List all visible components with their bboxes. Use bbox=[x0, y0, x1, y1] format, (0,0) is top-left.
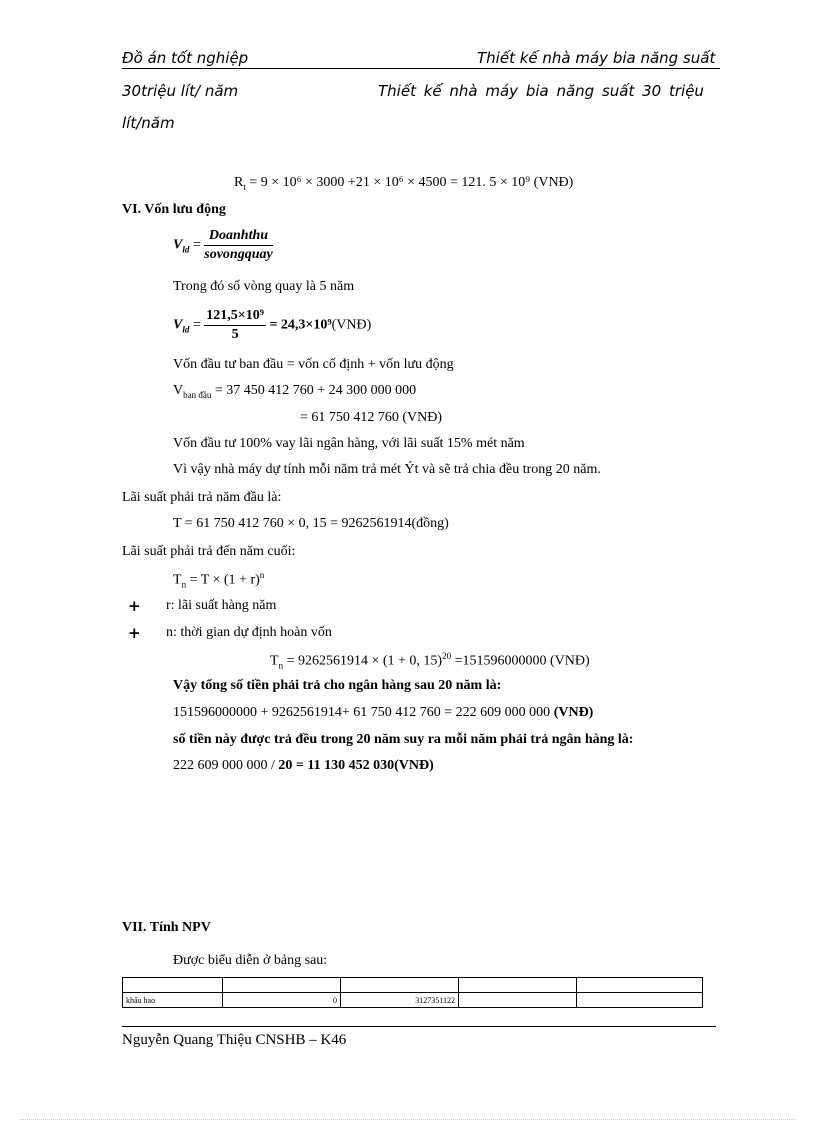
table-cell: 0 bbox=[223, 993, 341, 1008]
table-cell bbox=[459, 993, 577, 1008]
first-year-formula: T = 61 750 412 760 × 0, 15 = 9262561914(đồng) bbox=[173, 516, 449, 531]
header-rule bbox=[122, 68, 720, 69]
bullet-plus-icon: + bbox=[128, 597, 141, 615]
tn2-formula: $T_n = 9262561914 \times (1 + 0$, 15)$^{20}$ =151596000000 (VNĐ) bbox=[270, 651, 590, 671]
header-line3: lít/năm bbox=[122, 114, 175, 132]
annual-title: số tiền này được trả đều trong 20 năm suy ra mỗi năm phải trả ngân hàng là: bbox=[173, 732, 634, 747]
header-left: Đồ án tốt nghiệp bbox=[122, 49, 249, 67]
loan-line: Vốn đầu tư 100% vay lãi ngân hàng, với lãi suất 15% mét năm bbox=[173, 436, 525, 451]
header-line2-right: Thiết kế nhà máy bia năng suất 30 triệu bbox=[378, 82, 704, 100]
page-edge bbox=[20, 1119, 796, 1120]
plan-line: Vì vậy nhà máy dự tính mỗi năm trả mét Ýt và sẽ trả chia đều trong 20 năm. bbox=[173, 462, 601, 477]
invest-line: Vốn đầu tư ban đầu = vốn cố định + vốn lưu động bbox=[173, 357, 454, 372]
section-7-title: VII. Tính NPV bbox=[122, 920, 211, 935]
total-title: Vậy tổng số tiền phải trả cho ngân hàng sau 20 năm là: bbox=[173, 678, 502, 693]
vld-formula-2: $V_{ld}$ = $\frac{\text{121,5×10⁹}}{5}$ = 24,3×10⁹(VNĐ) bbox=[173, 308, 372, 342]
header-right: Thiết kế nhà máy bia năng suất bbox=[477, 49, 716, 67]
fraction-calc: $\frac{\text{121,5×10⁹}}{5}$ bbox=[206, 308, 264, 342]
table-row bbox=[123, 978, 703, 993]
total-formula: 151596000000 + 9262561914+ 61 750 412 760 = 222 609 000 000 (VNĐ) bbox=[173, 705, 594, 720]
annual-formula: 222 609 000 000 / 20 = 11 130 452 030(VNĐ) bbox=[173, 758, 434, 773]
bullet-plus-icon: + bbox=[128, 624, 141, 642]
table-row bbox=[123, 993, 703, 1008]
note-turnover: Trong đó số vòng quay là 5 năm bbox=[173, 279, 355, 294]
section-6-title: VI. Vốn lưu động bbox=[122, 202, 226, 217]
footer-rule bbox=[122, 1026, 716, 1027]
vbd-formula: $V_{ban đầu} = 37$ 450 412 760 + 24 300 000 000 bbox=[173, 383, 417, 400]
header-line2-left: 30triệu lít/ năm bbox=[122, 82, 239, 100]
rt-formula: $R_t = 9 \times 10^6 \times 3000 +21 \times 10^6 \times 4500 = 121$. 5 × 10⁹ (VNĐ) bbox=[234, 175, 574, 192]
footer-author: Nguyễn Quang Thiệu CNSHB – K46 bbox=[122, 1032, 347, 1048]
bullet-r: r: lãi suất hàng năm bbox=[166, 598, 277, 613]
table-cell: 3127351122 bbox=[341, 993, 459, 1008]
npv-table bbox=[122, 977, 703, 1008]
vld-formula-1: $V_{ld}$ = $\frac{\text{Doanhthu}}{\text{sovongquay}}$ bbox=[173, 228, 273, 262]
last-year-title: Lãi suất phải trả đến năm cuối: bbox=[122, 544, 296, 559]
tn-formula: $T_n = T \times (1 + r)^n$ bbox=[173, 570, 265, 590]
table-cell bbox=[577, 993, 703, 1008]
fraction-revenue: $\frac{\text{Doanhthu}}{\text{sovongquay}}$ bbox=[204, 228, 273, 262]
section-7-intro: Được biểu diễn ở bảng sau: bbox=[173, 953, 328, 968]
vbd-result: = 61 750 412 760 (VNĐ) bbox=[300, 410, 443, 425]
table-cell: khấu hao bbox=[123, 993, 223, 1008]
first-year-title: Lãi suất phải trả năm đầu là: bbox=[122, 490, 282, 505]
bullet-n: n: thời gian dự định hoàn vốn bbox=[166, 625, 332, 640]
